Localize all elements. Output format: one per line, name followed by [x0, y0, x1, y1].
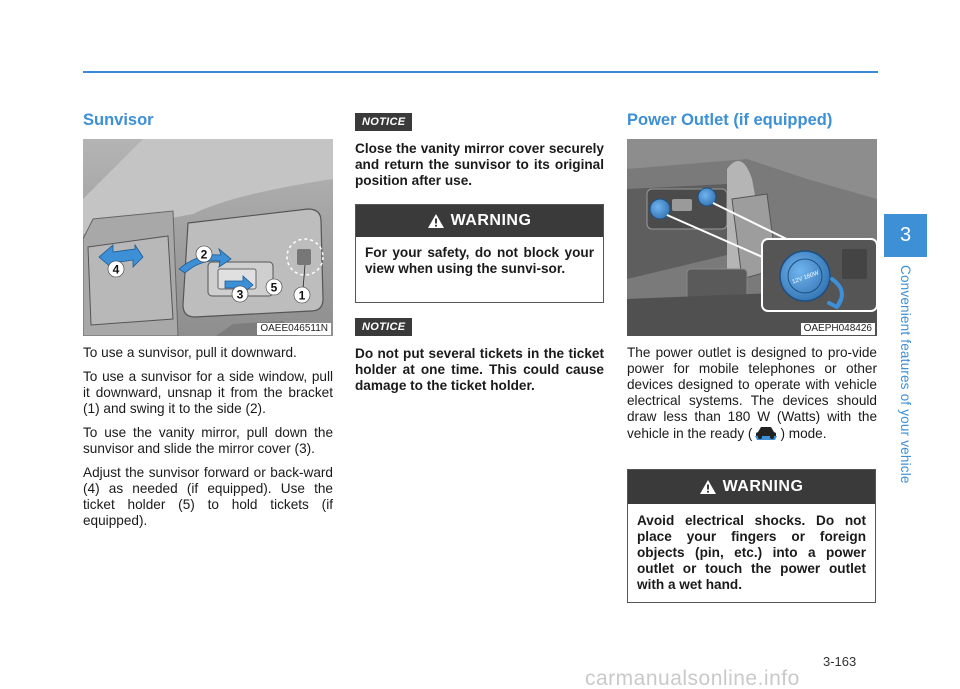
power-outlet-illustration: [627, 139, 877, 336]
ready-car-icon: [754, 425, 778, 445]
sunvisor-paragraph: Adjust the sunvisor forward or back-ward (4) as needed (if equipped). Use the ticket holder (5) to hold tickets (if equipped).: [83, 465, 333, 528]
warning-box: [627, 469, 876, 603]
callout-2: 2: [200, 247, 208, 262]
power-outlet-figure: [627, 139, 877, 336]
callout-1: 1: [298, 288, 306, 303]
notice-text: Close the vanity mirror cover securely and return the sunvisor to its original position after use.: [355, 141, 604, 188]
top-rule: [83, 71, 878, 73]
warning-text: Avoid electrical shocks. Do not place your fingers or foreign objects (pin, etc.) into a power outlet or touch the power outlet with a wet hand.: [637, 513, 866, 592]
warning-text: For your safety, do not block your view when using the sunvi-sor.: [365, 245, 594, 276]
chapter-title: Convenient features of your vehicle: [898, 265, 913, 484]
chapter-title-vertical: [897, 265, 917, 493]
warning-label: WARNING: [722, 478, 804, 495]
power-outlet-body: [627, 345, 877, 445]
watermark: carmanualsonline.info: [585, 667, 800, 689]
warning-box: [355, 204, 604, 303]
callout-3: 3: [236, 287, 244, 302]
page-number: 3-163: [823, 654, 857, 669]
power-outlet-title: Power Outlet (if equipped): [627, 111, 833, 129]
sunvisor-figure-code: OAEE046511N: [257, 323, 331, 335]
notice-badge: NOTICE: [355, 113, 412, 131]
warning-header: [628, 470, 875, 504]
callout-5: 5: [270, 280, 278, 295]
sunvisor-paragraph: To use the vanity mirror, pull down the sunvisor and slide the mirror cover (3).: [83, 425, 333, 456]
power-outlet-paragraph-end: ) mode.: [780, 426, 827, 441]
callout-4: 4: [112, 262, 120, 277]
notice-badge: NOTICE: [355, 318, 412, 336]
sunvisor-title: Sunvisor: [83, 111, 154, 129]
chapter-number-tab: 3: [884, 214, 927, 257]
warning-label: WARNING: [450, 212, 532, 229]
warning-header: [356, 205, 603, 237]
sunvisor-body: [83, 345, 333, 537]
power-outlet-figure-code: OAEPH048426: [801, 323, 875, 335]
sunvisor-paragraph: To use a sunvisor, pull it downward.: [83, 345, 297, 360]
sunvisor-figure: [83, 139, 333, 336]
warning-triangle-icon: [428, 214, 444, 228]
notice-text: Do not put several tickets in the ticket holder at one time. This could cause damage to the ticket holder.: [355, 346, 604, 393]
warning-triangle-icon: [700, 480, 716, 494]
sunvisor-illustration: [83, 139, 333, 336]
power-outlet-paragraph-start: The power outlet is designed to pro-vide power for mobile telephones or other devices designed to operate with vehicle electrical systems. The devices should draw less than 180 W (Watts) with the vehicle in the ready (: [627, 345, 877, 441]
outlet-rating-label: 12V 180W: [791, 270, 820, 286]
sunvisor-paragraph: To use a sunvisor for a side window, pull it downward, unsnap it from the bracket (1) and swing it to the side (2).: [83, 369, 333, 416]
